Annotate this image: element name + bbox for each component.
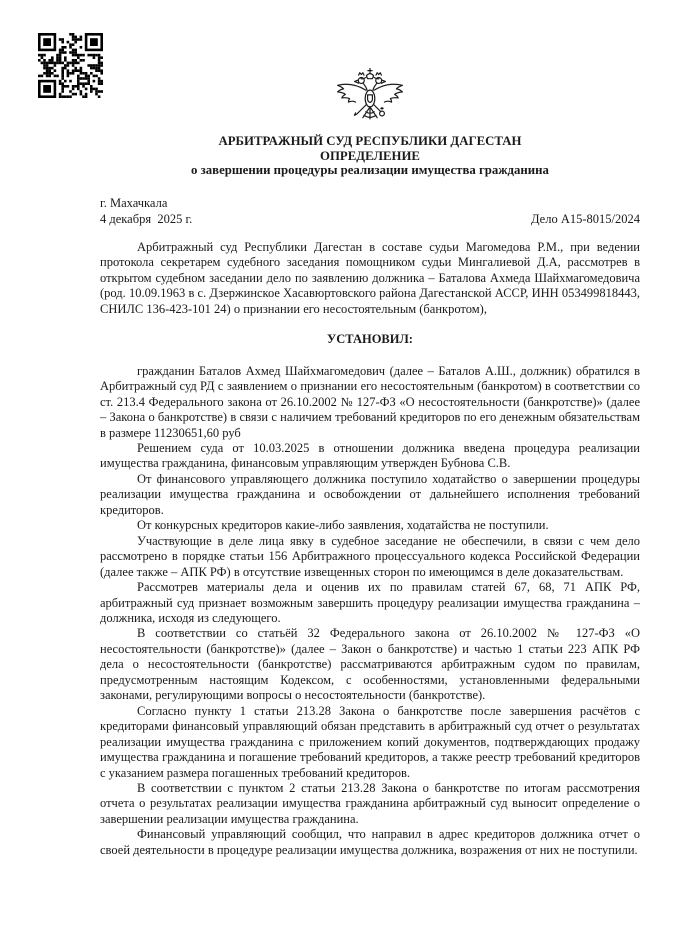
body-paragraph: Участвующие в деле лица явку в судебное заседание не обеспечили, в связи с чем дело рассмотрено в порядке статьи 156 Арбитражного процессуального кодекса Российской Федерации (далее также – АПК РФ) в отсутствие извещенных сторон по имеющимся в деле доказательствам. [100, 533, 640, 579]
document-subtitle: о завершении процедуры реализации имущества гражданина [191, 163, 549, 177]
ustanovil-heading: УСТАНОВИЛ: [327, 332, 413, 347]
document-title-block [100, 134, 640, 178]
document-body [100, 240, 640, 858]
city: г. Махачкала [100, 196, 168, 210]
russian-coat-of-arms-icon [334, 67, 406, 130]
body-paragraph: Согласно пункту 1 статьи 213.28 Закона о банкротстве после завершения расчётов с кредиторами финансовый управляющий обязан представить в арбитражный суд отчет о результатах реализации имущества гражданина с приложением копий документов, подтверждающих продажу имущества гражданина и погашение требований кредиторов, а также реестр требований кредиторов с указанием размера погашенных требований кредиторов. [100, 703, 640, 780]
court-name: АРБИТРАЖНЫЙ СУД РЕСПУБЛИКИ ДАГЕСТАН [218, 134, 522, 148]
body-paragraph: Решением суда от 10.03.2025 в отношении должника введена процедура реализации имущества гражданина, финансовым управляющим утвержден Бубнова С.В. [100, 440, 640, 471]
body-paragraph: гражданин Баталов Ахмед Шайхмагомедович (далее – Баталов А.Ш., должник) обратился в Арбитражный суд РД с заявлением о признании его несостоятельным (банкротом) в соответствии со ст. 213.4 Федерального закона от 26.10.2002 № 127-ФЗ «О несостоятельности (банкротстве)» (далее – Закона о банкротстве) в связи с наличием требований кредиторов по его денежным обязательствам в размере 11230651,60 руб [100, 363, 640, 440]
body-paragraph: В соответствии со статьёй 32 Федерального закона от 26.10.2002 № 127-ФЗ «О несостоятельности (банкротстве)» (далее – Закон о банкротстве) и частью 1 статьи 223 АПК РФ дела о несостоятельности (банкротстве) рассматриваются арбитражным судом по правилам, предусмотренным настоящим Кодексом, с особенностями, установленными федеральными законами, регулирующими вопросы о несостоятельности (банкротстве). [100, 626, 640, 703]
body-paragraph: В соответствии с пунктом 2 статьи 213.28 Закона о банкротстве по итогам рассмотрения отчета о результатах реализации имущества гражданина арбитражный суд выносит определение о завершении реализации имущества гражданина. [100, 780, 640, 826]
body-paragraph: От финансового управляющего должника поступило ходатайство о завершении процедуры реализации имущества гражданина и освобождении от дальнейшего исполнения требований кредиторов. [100, 471, 640, 517]
body-paragraph: Рассмотрев материалы дела и оценив их по правилам статей 67, 68, 71 АПК РФ, арбитражный суд признает возможным завершить процедуру реализации имущества гражданина – должника, исходя из следующего. [100, 580, 640, 625]
case-number: Дело А15-8015/2024 [530, 211, 640, 226]
intro-paragraph: Арбитражный суд Республики Дагестан в составе судьи Магомедова Р.М., при ведении протокола секретарем судебного заседания помощником судьи Мингалиевой Д.А, рассмотрев в открытом судебном заседании дело по заявлению должника – Баталова Ахмеда Шайхмагомедовича (род. 10.09.1963 в с. Дзержинское Хасавюртовского района Дагестанской АССР, ИНН 053499818443, СНИЛС 136-423-101 24) о признании его несостоятельным (банкротом), [100, 240, 640, 316]
body-paragraph: Финансовый управляющий сообщил, что направил в адрес кредиторов должника отчет о своей деятельности в процедуре реализации имущества должника, возражения от них не поступили. [100, 827, 640, 857]
body-paragraph: От конкурсных кредиторов какие-либо заявления, ходатайства не поступили. [137, 518, 549, 533]
document-meta [100, 196, 640, 227]
document-type: ОПРЕДЕЛЕНИЕ [320, 148, 420, 163]
qr-code [38, 33, 103, 98]
document-date: 4 декабря 2025 г. [100, 211, 193, 226]
